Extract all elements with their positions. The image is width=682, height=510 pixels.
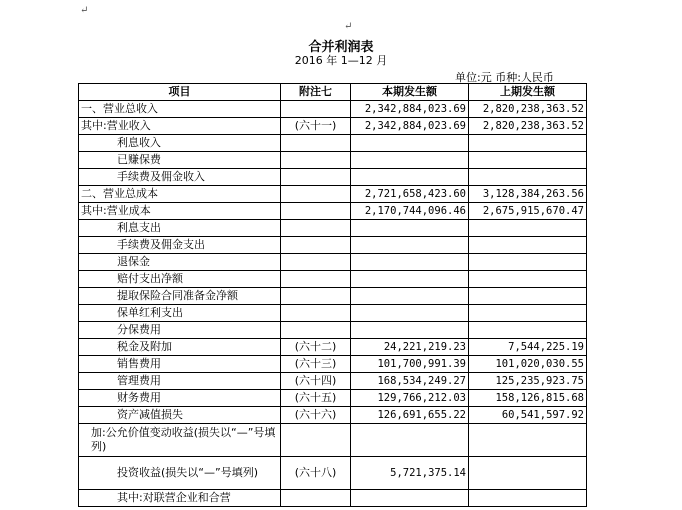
row-item-cell: 投资收益(损失以“—”号填列) — [79, 457, 281, 490]
row-note-cell — [281, 186, 351, 203]
table-row — [79, 288, 587, 305]
row-note-cell — [281, 271, 351, 288]
row-current-cell — [351, 271, 469, 288]
income-statement-table — [78, 83, 587, 507]
row-current-cell: 5,721,375.14 — [351, 457, 469, 490]
column-header-current: 本期发生额 — [351, 84, 469, 101]
row-previous-cell: 60,541,597.92 — [469, 407, 587, 424]
table-row — [79, 407, 587, 424]
row-previous-cell: 2,820,238,363.52 — [469, 101, 587, 118]
row-current-cell: 24,221,219.23 — [351, 339, 469, 356]
row-item-cell: 其中:对联营企业和合营 — [79, 490, 281, 507]
row-note-cell — [281, 322, 351, 339]
row-item-cell: 财务费用 — [79, 390, 281, 407]
row-note-cell — [281, 305, 351, 322]
table-row — [79, 186, 587, 203]
row-current-cell — [351, 220, 469, 237]
row-item-cell: 手续费及佣金收入 — [79, 169, 281, 186]
table-row — [79, 339, 587, 356]
row-note-cell: (六十八) — [281, 457, 351, 490]
paragraph-mark: ↵ — [80, 5, 89, 16]
table-row — [79, 373, 587, 390]
row-current-cell — [351, 305, 469, 322]
row-current-cell — [351, 152, 469, 169]
table-row — [79, 305, 587, 322]
row-previous-cell — [469, 322, 587, 339]
row-item-cell: 资产减值损失 — [79, 407, 281, 424]
table-row — [79, 424, 587, 457]
row-note-cell — [281, 490, 351, 507]
row-item-cell: 税金及附加 — [79, 339, 281, 356]
table-row — [79, 135, 587, 152]
table-row — [79, 457, 587, 490]
row-item-cell: 销售费用 — [79, 356, 281, 373]
row-note-cell — [281, 101, 351, 118]
row-previous-cell — [469, 457, 587, 490]
row-current-cell — [351, 322, 469, 339]
row-current-cell — [351, 237, 469, 254]
table-row — [79, 322, 587, 339]
row-item-cell: 手续费及佣金支出 — [79, 237, 281, 254]
table-row — [79, 220, 587, 237]
table-row — [79, 152, 587, 169]
row-note-cell: (六十四) — [281, 373, 351, 390]
row-current-cell — [351, 288, 469, 305]
row-current-cell: 2,342,884,023.69 — [351, 101, 469, 118]
row-previous-cell: 7,544,225.19 — [469, 339, 587, 356]
row-previous-cell — [469, 254, 587, 271]
row-previous-cell — [469, 288, 587, 305]
row-item-cell: 利息收入 — [79, 135, 281, 152]
row-note-cell — [281, 237, 351, 254]
column-header-item: 项目 — [79, 84, 281, 101]
row-previous-cell — [469, 220, 587, 237]
report-period: 2016 年 1—12 月 — [294, 54, 388, 67]
row-item-cell: 利息支出 — [79, 220, 281, 237]
row-previous-cell: 158,126,815.68 — [469, 390, 587, 407]
row-note-cell: (六十一) — [281, 118, 351, 135]
row-item-cell: 其中:营业成本 — [79, 203, 281, 220]
row-item-cell: 保单红利支出 — [79, 305, 281, 322]
row-previous-cell — [469, 271, 587, 288]
row-item-cell: 管理费用 — [79, 373, 281, 390]
table-row — [79, 118, 587, 135]
row-current-cell: 168,534,249.27 — [351, 373, 469, 390]
row-previous-cell — [469, 135, 587, 152]
row-item-cell: 提取保险合同准备金净额 — [79, 288, 281, 305]
currency-unit: 单位:元 币种:人民币 — [455, 71, 554, 84]
table-row — [79, 490, 587, 507]
column-header-previous: 上期发生额 — [469, 84, 587, 101]
table-row — [79, 271, 587, 288]
row-current-cell — [351, 169, 469, 186]
table-row — [79, 101, 587, 118]
row-current-cell: 2,721,658,423.60 — [351, 186, 469, 203]
row-current-cell — [351, 135, 469, 152]
row-current-cell: 126,691,655.22 — [351, 407, 469, 424]
row-note-cell — [281, 203, 351, 220]
table-header-row — [79, 84, 587, 101]
row-note-cell: (六十六) — [281, 407, 351, 424]
row-item-cell: 赔付支出净额 — [79, 271, 281, 288]
row-item-cell: 已赚保费 — [79, 152, 281, 169]
report-title: 合并利润表 — [308, 40, 374, 55]
table-row — [79, 237, 587, 254]
row-note-cell: (六十二) — [281, 339, 351, 356]
row-note-cell — [281, 152, 351, 169]
table-row — [79, 169, 587, 186]
row-item-cell: 分保费用 — [79, 322, 281, 339]
row-previous-cell: 101,020,030.55 — [469, 356, 587, 373]
row-previous-cell — [469, 490, 587, 507]
row-current-cell: 129,766,212.03 — [351, 390, 469, 407]
row-note-cell: (六十五) — [281, 390, 351, 407]
row-current-cell — [351, 424, 469, 457]
column-header-note: 附注七 — [281, 84, 351, 101]
row-current-cell: 2,342,884,023.69 — [351, 118, 469, 135]
row-item-cell: 一、营业总收入 — [79, 101, 281, 118]
row-note-cell: (六十三) — [281, 356, 351, 373]
row-note-cell — [281, 288, 351, 305]
row-current-cell — [351, 490, 469, 507]
row-previous-cell — [469, 152, 587, 169]
row-current-cell: 101,700,991.39 — [351, 356, 469, 373]
table-row — [79, 203, 587, 220]
row-item-cell: 其中:营业收入 — [79, 118, 281, 135]
row-previous-cell — [469, 424, 587, 457]
row-item-cell: 二、营业总成本 — [79, 186, 281, 203]
table-row — [79, 390, 587, 407]
row-item-cell: 加:公允价值变动收益(损失以“—”号填列) — [79, 424, 281, 457]
row-item-cell: 退保金 — [79, 254, 281, 271]
row-previous-cell: 125,235,923.75 — [469, 373, 587, 390]
row-note-cell — [281, 254, 351, 271]
row-note-cell — [281, 135, 351, 152]
row-note-cell — [281, 169, 351, 186]
row-previous-cell: 2,820,238,363.52 — [469, 118, 587, 135]
row-previous-cell — [469, 305, 587, 322]
row-previous-cell — [469, 237, 587, 254]
row-current-cell — [351, 254, 469, 271]
row-previous-cell — [469, 169, 587, 186]
table-row — [79, 356, 587, 373]
row-previous-cell: 2,675,915,670.47 — [469, 203, 587, 220]
row-note-cell — [281, 220, 351, 237]
row-previous-cell: 3,128,384,263.56 — [469, 186, 587, 203]
row-current-cell: 2,170,744,096.46 — [351, 203, 469, 220]
row-note-cell — [281, 424, 351, 457]
table-row — [79, 254, 587, 271]
paragraph-mark: ↵ — [344, 21, 353, 32]
